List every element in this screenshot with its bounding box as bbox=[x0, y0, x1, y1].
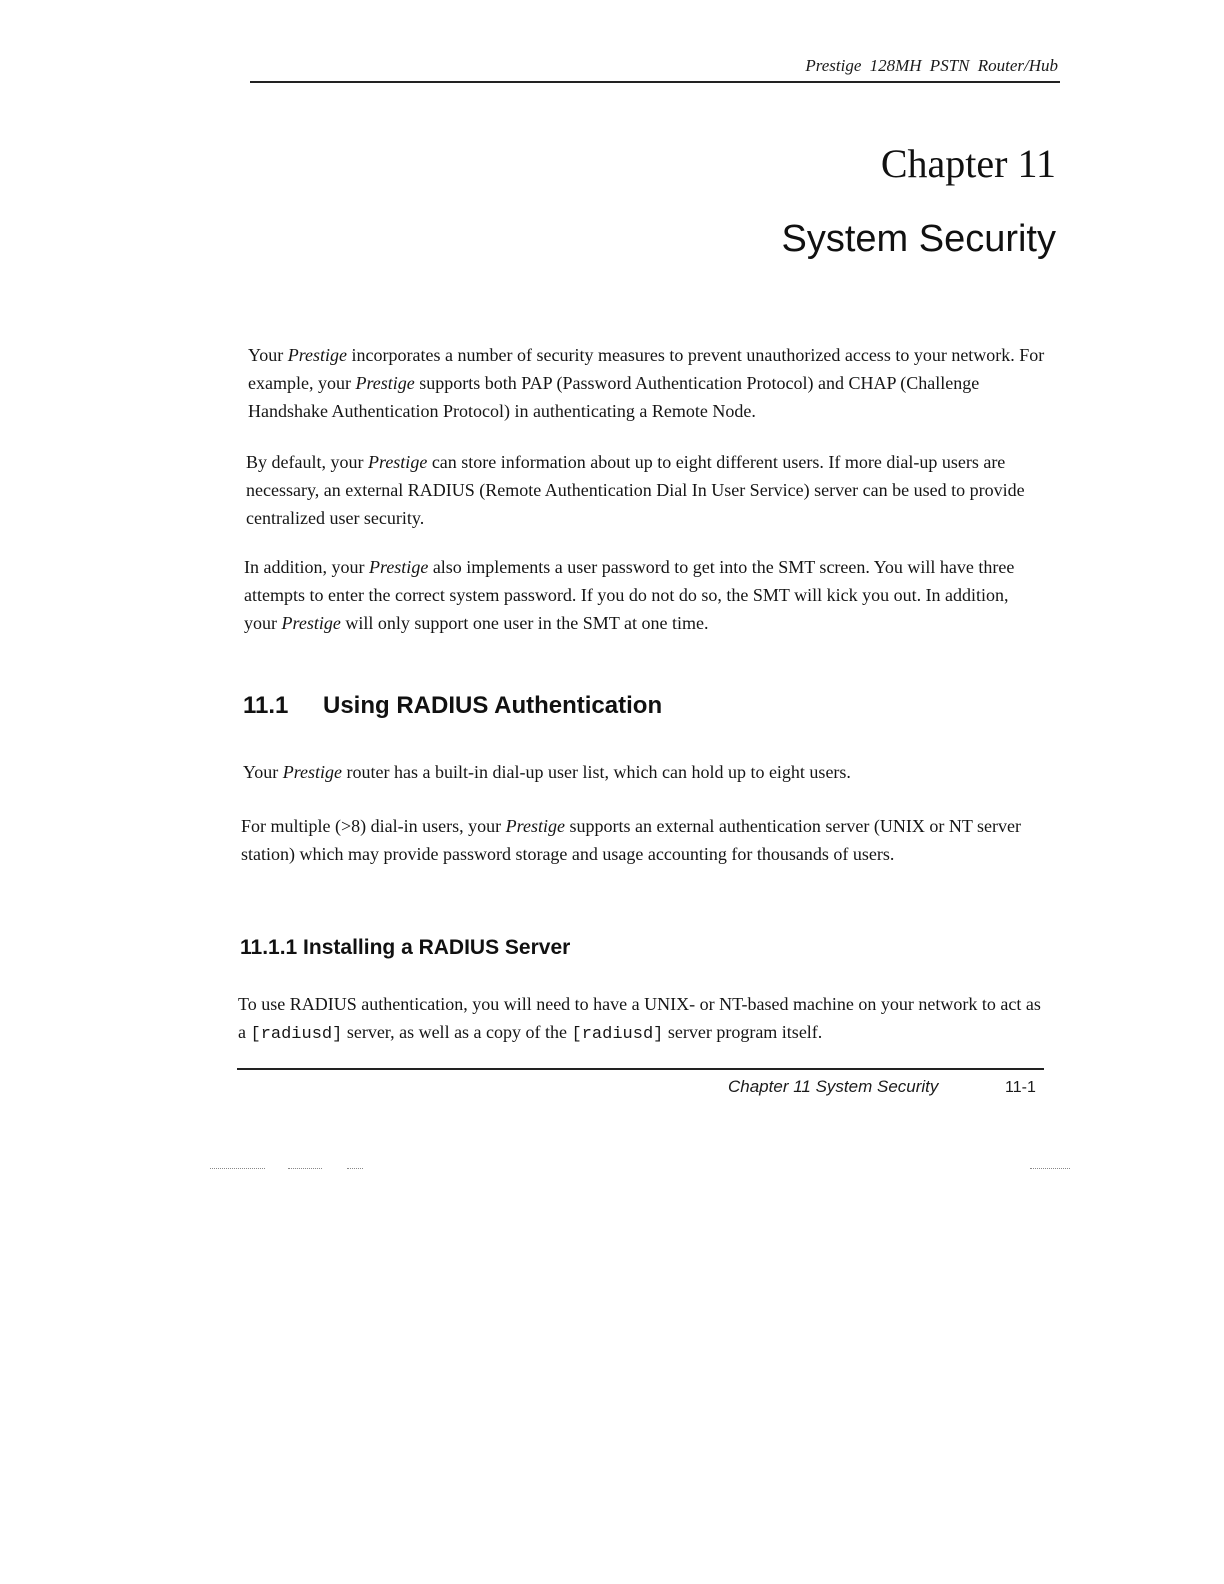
text-run: can store information about up to eight different users. If more dial-up users are necessary, an external RADIUS (Remote Authentication Dial In User Service) server can be used to provide centralized user security. bbox=[246, 452, 1025, 528]
product-name: Prestige bbox=[367, 452, 428, 472]
text-run: By default, your bbox=[246, 452, 368, 472]
chapter-title: System Security bbox=[781, 218, 1056, 260]
product-name: Prestige bbox=[368, 557, 429, 577]
text-run: server, as well as a copy of the bbox=[342, 1022, 572, 1042]
section-heading-11-1 bbox=[243, 692, 662, 720]
scan-artifact bbox=[210, 1168, 265, 1170]
product-name: Prestige bbox=[355, 373, 415, 393]
text-run: will only support one user in the SMT at one time. bbox=[340, 613, 709, 633]
text-run: also implements a user password to get into the SMT screen. You will have three attempts to enter the correct system password. If you do not do so, the SMT will kick you out. In addition, your bbox=[244, 557, 1015, 633]
footer-chapter-label: Chapter 11 System Security bbox=[728, 1077, 939, 1096]
product-name: Prestige bbox=[281, 613, 341, 633]
text-run: router has a built-in dial-up user list, which can hold up to eight users. bbox=[342, 762, 851, 782]
text-run: incorporates a number of security measures to prevent unauthorized access to your network. For example, your bbox=[248, 345, 1045, 393]
section-number: 11.1 bbox=[243, 692, 289, 719]
chapter-number: Chapter 11 bbox=[880, 141, 1056, 186]
product-name: Prestige bbox=[505, 816, 565, 836]
product-name: Prestige bbox=[282, 762, 343, 782]
section-11-1-paragraph-1 bbox=[243, 758, 1043, 786]
text-run: supports an external authentication server (UNIX or NT server station) which may provide password storage and usage accounting for thousands of users. bbox=[241, 816, 1021, 864]
product-name: Prestige bbox=[287, 345, 348, 365]
text-run: In addition, your bbox=[244, 557, 369, 577]
text-run: For multiple (>8) dial-in users, your bbox=[241, 816, 506, 836]
text-run: supports both PAP (Password Authentication Protocol) and CHAP (Challenge Handshake Authentication Protocol) in authenticating a Remote Node. bbox=[248, 373, 980, 421]
running-header: Prestige 128MH PSTN Router/Hub bbox=[805, 56, 1058, 75]
text-run: Your bbox=[243, 762, 283, 782]
text-run: To use RADIUS authentication, you will need to have a UNIX- or NT-based machine on your network to act as a bbox=[238, 994, 1041, 1042]
footer-rule bbox=[237, 1068, 1044, 1070]
code-text: [radiusd] bbox=[250, 1025, 343, 1044]
scan-artifact bbox=[347, 1168, 363, 1170]
section-title: Using RADIUS Authentication bbox=[323, 692, 663, 719]
intro-paragraph-1 bbox=[248, 341, 1048, 425]
subsection-heading-11-1-1: 11.1.1 Installing a RADIUS Server bbox=[240, 936, 571, 959]
intro-paragraph-3 bbox=[244, 553, 1044, 637]
header-rule bbox=[250, 81, 1060, 83]
intro-paragraph-2 bbox=[246, 448, 1046, 532]
text-run: server program itself. bbox=[663, 1022, 823, 1042]
text-run: Your bbox=[248, 345, 288, 365]
scan-artifact bbox=[1030, 1168, 1070, 1170]
page-number: 11-1 bbox=[1005, 1079, 1036, 1096]
section-11-1-paragraph-2 bbox=[241, 812, 1041, 868]
section-11-1-1-paragraph-1 bbox=[238, 990, 1044, 1049]
scan-artifact bbox=[288, 1168, 322, 1170]
code-text: [radiusd] bbox=[571, 1025, 664, 1044]
